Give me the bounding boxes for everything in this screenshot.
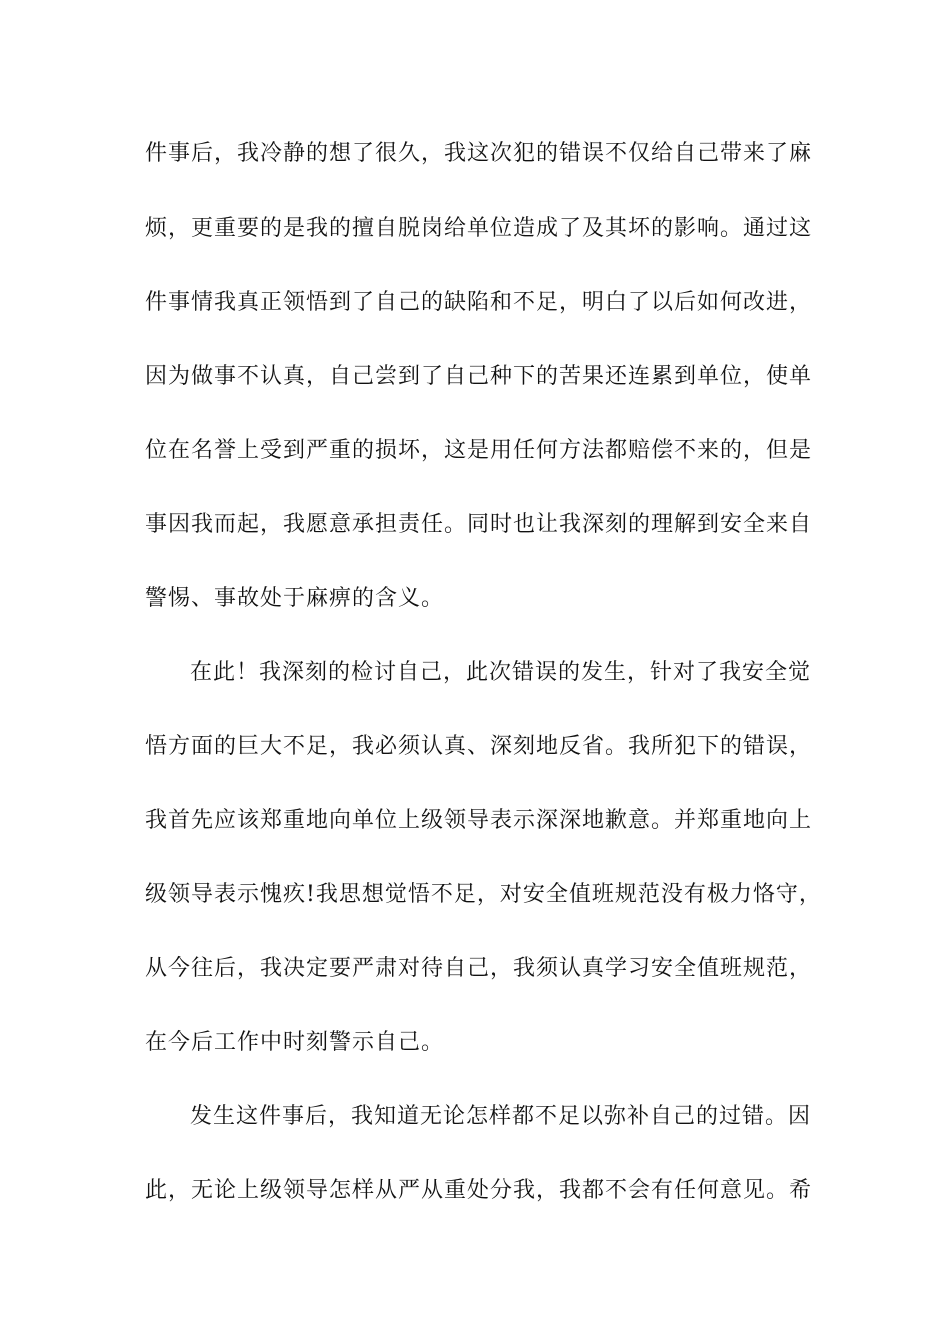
text-line: 我首先应该郑重地向单位上级领导表示深深地歉意。并郑重地向上 bbox=[145, 808, 813, 833]
text-line: 件事情我真正领悟到了自己的缺陷和不足，明白了以后如何改进， bbox=[145, 290, 813, 315]
text-line: 警惕、事故处于麻痹的含义。 bbox=[145, 586, 445, 611]
text-line: 烦，更重要的是我的擅自脱岗给单位造成了及其坏的影响。通过这 bbox=[145, 216, 813, 241]
text-line: 在今后工作中时刻警示自己。 bbox=[145, 1030, 445, 1055]
text-line: 件事后，我冷静的想了很久，我这次犯的错误不仅给自己带来了麻 bbox=[145, 141, 813, 166]
paragraph-first-line: 发生这件事后，我知道无论怎样都不足以弥补自己的过错。因 bbox=[190, 1104, 812, 1129]
text-line: 因为做事不认真，自己尝到了自己种下的苦果还连累到单位，使单 bbox=[145, 364, 813, 389]
text-line: 此，无论上级领导怎样从严从重处分我，我都不会有任何意见。希 bbox=[145, 1178, 813, 1203]
paragraph-first-line: 在此！我深刻的检讨自己，此次错误的发生，针对了我安全觉 bbox=[190, 660, 812, 685]
text-line: 事因我而起，我愿意承担责任。同时也让我深刻的理解到安全来自 bbox=[145, 512, 813, 537]
text-line: 从今往后，我决定要严肃对待自己，我须认真学习安全值班规范， bbox=[145, 956, 813, 981]
text-line: 位在名誉上受到严重的损坏，这是用任何方法都赔偿不来的，但是 bbox=[145, 438, 813, 463]
text-line: 悟方面的巨大不足，我必须认真、深刻地反省。我所犯下的错误， bbox=[145, 734, 813, 759]
text-line: 级领导表示愧疚!我思想觉悟不足，对安全值班规范没有极力恪守， bbox=[145, 882, 822, 907]
